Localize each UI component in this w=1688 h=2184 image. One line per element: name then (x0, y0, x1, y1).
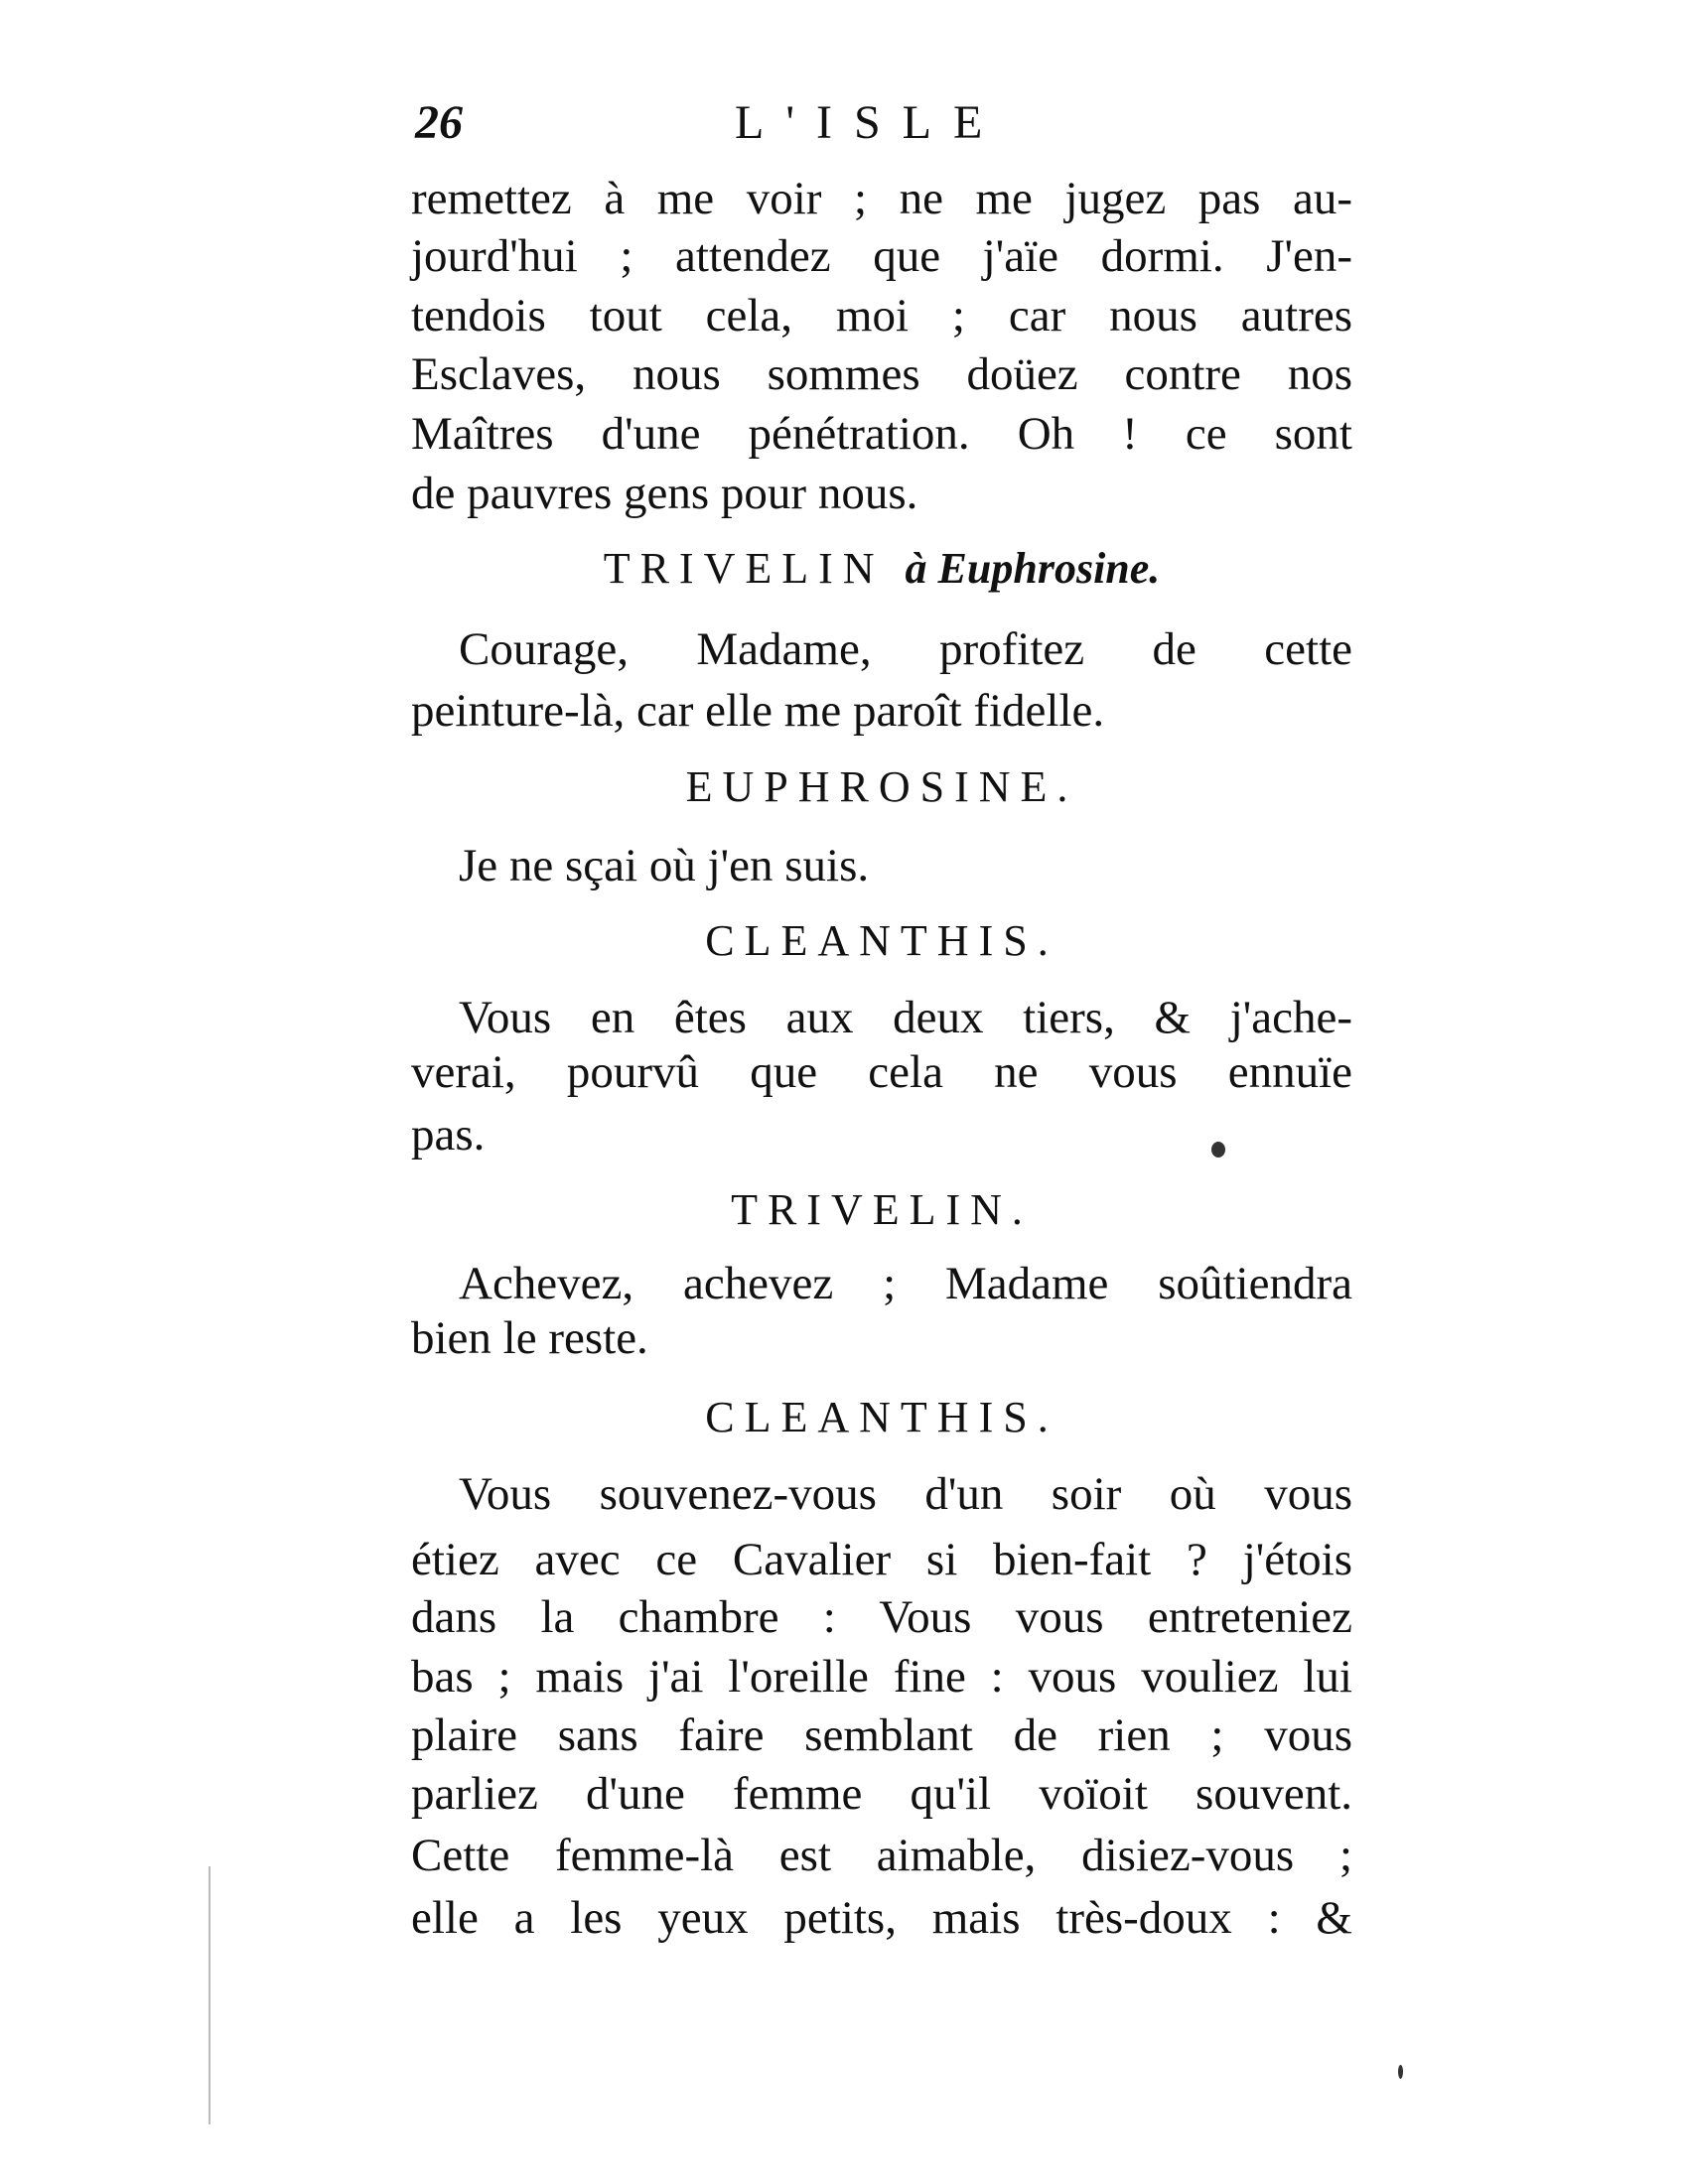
ink-speck (1398, 2065, 1403, 2079)
text-line: remettez à me voir ; ne me jugez pas au- (411, 173, 1352, 224)
speaker-heading: EUPHROSINE. (685, 762, 1078, 811)
text-line: Vous en êtes aux deux tiers, & j'ache- (459, 992, 1352, 1043)
text-line: bas ; mais j'ai l'oreille fine : vous vouliez lui (411, 1651, 1352, 1703)
text-line: Je ne sçai où j'en suis. (459, 840, 870, 891)
text-line: dans la chambre : Vous vous entreteniez (411, 1591, 1352, 1643)
speaker-name: TRIVELIN (603, 544, 885, 593)
text-line: bien le reste. (411, 1312, 648, 1364)
text-line: Achevez, achevez ; Madame soûtiendra (459, 1258, 1352, 1309)
text-line: pas. (411, 1109, 486, 1160)
speaker-heading: CLEANTHIS. (705, 1393, 1058, 1441)
text-line: jourd'hui ; attendez que j'aïe dormi. J'en- (411, 230, 1352, 282)
text-line: Esclaves, nous sommes doüez contre nos (411, 348, 1352, 400)
speaker-heading: CLEANTHIS. (705, 916, 1058, 965)
stage-direction: à Euphrosine. (905, 544, 1161, 593)
ink-blot (1211, 1142, 1225, 1158)
text-line: verai, pourvû que cela ne vous ennuïe (411, 1046, 1352, 1098)
text-line: Vous souvenez-vous d'un soir où vous (459, 1468, 1352, 1520)
text-line: Cette femme-là est aimable, disiez-vous ; (411, 1830, 1352, 1881)
text-line: elle a les yeux petits, mais très-doux : & (411, 1892, 1352, 1944)
text-line: étiez avec ce Cavalier si bien-fait ? j'étois (411, 1534, 1352, 1585)
text-line: peinture-là, car elle me paroît fidelle. (411, 685, 1105, 737)
scan-edge-mark (209, 1866, 211, 2124)
text-line: de pauvres gens pour nous. (411, 468, 918, 519)
speaker-heading: TRIVELIN. (731, 1185, 1033, 1234)
text-line: Maîtres d'une pénétration. Oh ! ce sont (411, 408, 1352, 460)
speaker-heading (411, 541, 1352, 597)
text-line: Courage, Madame, profitez de cette (459, 623, 1352, 675)
text-line: tendois tout cela, moi ; car nous autres (411, 290, 1352, 341)
text-line: parliez d'une femme qu'il voïoit souvent. (411, 1768, 1352, 1820)
page-number: 26 (415, 96, 463, 149)
running-title: L'ISLE (735, 96, 1005, 149)
text-line: plaire sans faire semblant de rien ; vous (411, 1709, 1352, 1761)
